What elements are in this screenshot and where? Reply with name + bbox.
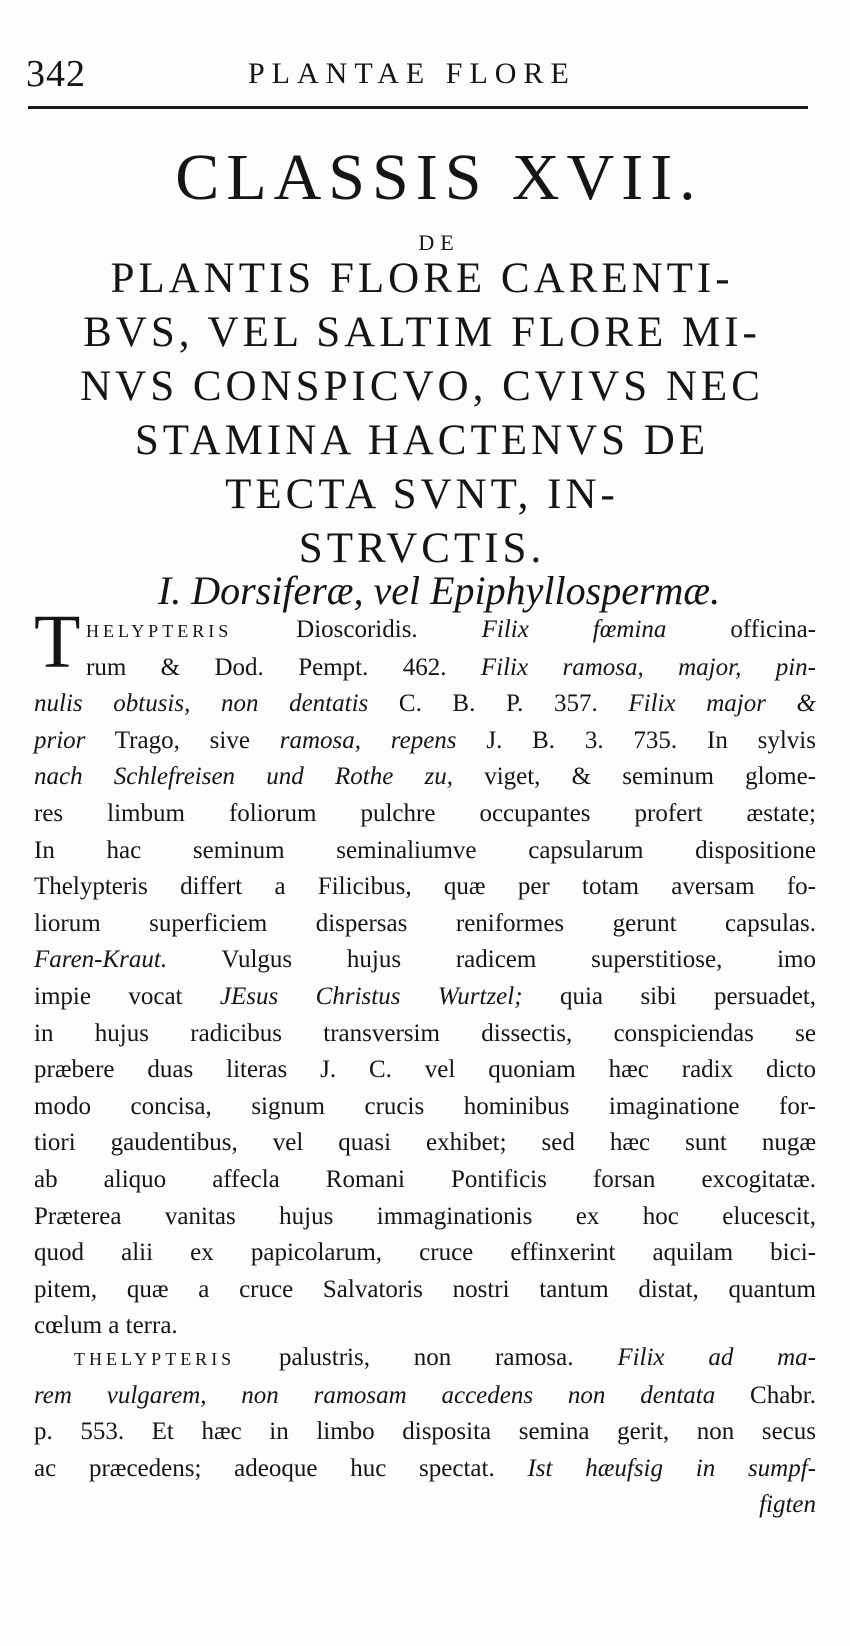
text-line: res limbum foliorum pulchre occupantes profert æstate; — [34, 799, 816, 827]
text-line: ab aliquo affecla Romani Pontificis forsan excogitatæ. — [34, 1165, 816, 1193]
text-line: nulis obtusis, non dentatis C. B. P. 357. Filix major & — [34, 690, 817, 718]
subtitle-line: STAMINA HACTENVS DE — [134, 417, 710, 464]
text-line: impie vocat JEsus Christus Wurtzel; quia sibi persuadet, — [34, 982, 817, 1010]
paragraph-thelypteris-dioscoridis — [34, 612, 816, 1345]
header-rule — [28, 106, 808, 109]
text-line: nach Schlefreisen und Rothe zu, viget, & seminum glome- — [34, 763, 816, 791]
text-line: quod alii ex papicolarum, cruce effinxerint aquilam bici- — [34, 1239, 816, 1267]
text-line: Faren-Kraut. Vulgus hujus radicem superstitiose, imo — [34, 946, 816, 974]
text-line: liorum superficiem dispersas reniformes gerunt capsulas. — [34, 909, 816, 937]
drop-cap: T — [34, 600, 81, 684]
text-line: modo concisa, signum crucis hominibus imaginatione for- — [34, 1092, 816, 1120]
text-line: Præterea vanitas hujus immaginationis ex hoc elucescit, — [34, 1202, 816, 1230]
text-line: Thelypteris differt a Filicibus, quæ per totam aversam fo- — [34, 873, 816, 901]
text-line: tiori gaudentibus, vel quasi exhibet; sed hæc sunt nugæ — [34, 1129, 816, 1157]
text-line: rum & Dod. Pempt. 462. Filix ramosa, major, pin- — [86, 653, 816, 681]
text-line: In hac seminum seminaliumve capsularum dispositione — [34, 836, 816, 864]
running-head — [26, 52, 806, 96]
text-line: cœlum a terra. — [34, 1312, 178, 1340]
text-line: prior Trago, sive ramosa, repens J. B. 3. 735. In sylvis — [34, 726, 816, 754]
paragraph-thelypteris-palustris — [34, 1340, 816, 1524]
de-word: DE — [418, 230, 460, 255]
text-line: præbere duas literas J. C. vel quoniam hæc radix dicto — [34, 1056, 816, 1084]
subtitle-line: PLANTIS FLORE CARENTI- — [110, 255, 734, 302]
subtitle-line: NVS CONSPICVO, CVIVS NEC — [80, 363, 764, 410]
subtitle-line: TECTA SVNT, IN- — [225, 471, 619, 518]
class-title: CLASSIS XVII. — [175, 141, 703, 214]
text-line: THELYPTERIS palustris, non ramosa. Filix ad ma- — [74, 1344, 816, 1371]
text-line: rem vulgarem, non ramosam accedens non dentata Chabr. — [34, 1381, 816, 1409]
text-line: in hujus radicibus transversim dissectis, conspiciendas se — [34, 1019, 816, 1047]
class-subtitle — [22, 252, 822, 576]
subtitle-line: STRVCTIS. — [298, 525, 546, 572]
running-title: PLANTAE FLORE — [248, 57, 576, 90]
page-number: 342 — [26, 53, 86, 95]
section-heading: I. Dorsiferæ, vel Epiphyllospermæ. — [157, 568, 721, 613]
text-line: pitem, quæ a cruce Salvatoris nostri tantum distat, quantum — [34, 1275, 816, 1303]
subtitle-line: BVS, VEL SALTIM FLORE MI- — [83, 309, 761, 356]
text-line: p. 553. Et hæc in limbo disposita semina gerit, non secus — [34, 1418, 816, 1446]
text-line: ac præcedens; adeoque huc spectat. Ist hæufsig in sumpf- — [34, 1454, 816, 1482]
catchword: figten — [759, 1491, 816, 1519]
text-line: HELYPTERIS Dioscoridis. Filix fœmina officina- — [86, 616, 817, 643]
